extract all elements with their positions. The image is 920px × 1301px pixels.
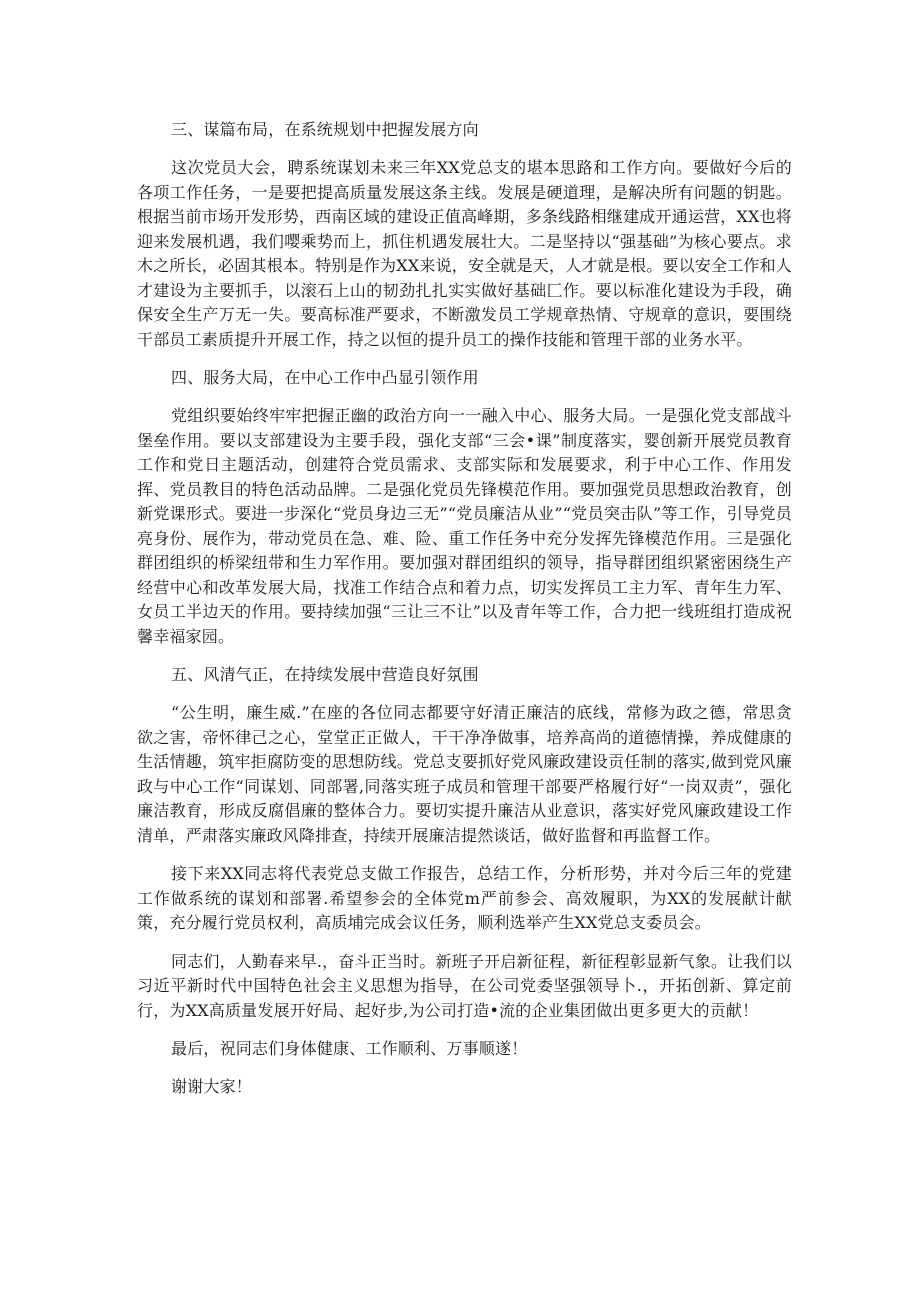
closing-thanks: 谢谢大家！ [171,1077,253,1096]
section-5-paragraph: “公生明，廉生威.”在座的各位同志都要守好清正廉洁的底线，常修为政之德，常思贪欲之害，帝怀律己之心，堂堂正正做人，干干净净做事，培养高尚的道德情操，养成健康的生活情趣，筑牢拒腐防变的思想防线。党总支要抓好党风廉政建设贡任制的落实,做到党风廉政与中心工作“同谋划、同部署,同落实班子成员和管理干部要严格履行好“一岗双责”，强化廉洁教育，形成反腐倡廉的整体合力。要切实提升廉洁从业意识，落实好党风廉政建设工作清单，严肃落实廉政风降排查，持续开展廉洁提然谈话，做好监督和再监督工作。 [137,703,792,845]
section-4-heading: 四、服务大局，在中心工作中凸显引领作用 [171,368,479,387]
section-5-heading: 五、风清气正，在持续发展中营造良好氛围 [171,665,479,684]
closing-wish: 最后，祝同志们身体健康、工作顺利、万事顺遂！ [171,1039,528,1058]
comrades-paragraph: 同志们，人勤春来早.，奋斗正当时。新班子开启新征程，新征程彰显新气象。让我们以习近平新时代中国特色社会主义思想为指导，在公司党委坚强领导卜.，开拓创新、算定前行，为XX高质量发展开好局、起好步,为公司打造•流的企业集团做出更多更大的贡献！ [137,951,792,1020]
speech-body [137,118,792,1113]
next-agenda-paragraph: 接下来XX同志将代表党总支做工作报告，总结工作，分析形势，并对今后三年的党建工作做系统的谋划和部署.希望参会的全体党m严前参会、高效履职，为XX的发展献计献策，充分履行党员权利，高质埔完成会议任务，顺利选举产生XX党总支委员会。 [137,864,792,932]
section-3-heading: 三、谋篇布局，在系统规划中把握发展方向 [171,120,479,139]
section-3-paragraph: 这次党员大会，聘系统谋划未来三年XX党总支的堪本思路和工作方向。要做好今后的各项工作任务，一是要把提高质量发展这条主线。发展是硬道理，是解决所有问题的钥匙。根据当前市场开发形势，西南区域的建设正值高峰期，多条线路相继建成开通运营，XX也将迎来发展机遇，我们嘤乘势而上，抓住机遇发展壮大。二是坚持以“强基础”为核心要点。求木之所长，必固其根本。特别是作为XX来说，安全就是天，人才就是根。要以安全工作和人才建设为主要抓手，以滚石上山的韧劲扎扎实实做好基础匚作。要以标准化建设为手段，确保安全生产万无一失。要高标准严要求，不断激发员工学规章热情、守规章的意识，要围绕干部员工素质提升开展工作，持之以恒的提升员工的操作技能和管理干部的业务水平。 [137,158,792,349]
section-4-paragraph: 党组织要始终牢牢把握正幽的政治方向一一融入中心、服务大局。一是强化党支部战斗堡垒作用。要以支部建设为主要手段，强化支部“三会•课”制度落实，婴创新开展党员教育工作和党日主题活动，创建符合党员需求、支部实际和发展要求，利于中心工作、作用发挥、党员教目的特色活动品牌。二是强化党员先锋模范作用。要加强党员思想政治教育，创新党课形式。要进一步深化“党员身边三无”“党员廉洁从业”“党员突击队”等工作，引导党员亮身份、展作为，带动党员在急、难、险、重工作任务中充分发挥先锋模范作用。三是强化群团组织的桥梁纽带和生力军作用。要加强对群团组织的领导，指导群团组织紧密困绕生产经营中心和改革发展大局，找准工作结合点和着力点，切实发挥员工主力军、青年生力军、女员工半边天的作用。要持续加强“三让三不让”以及青年等工作，合力把一线班组打造成祝馨幸福家园。 [137,406,792,646]
